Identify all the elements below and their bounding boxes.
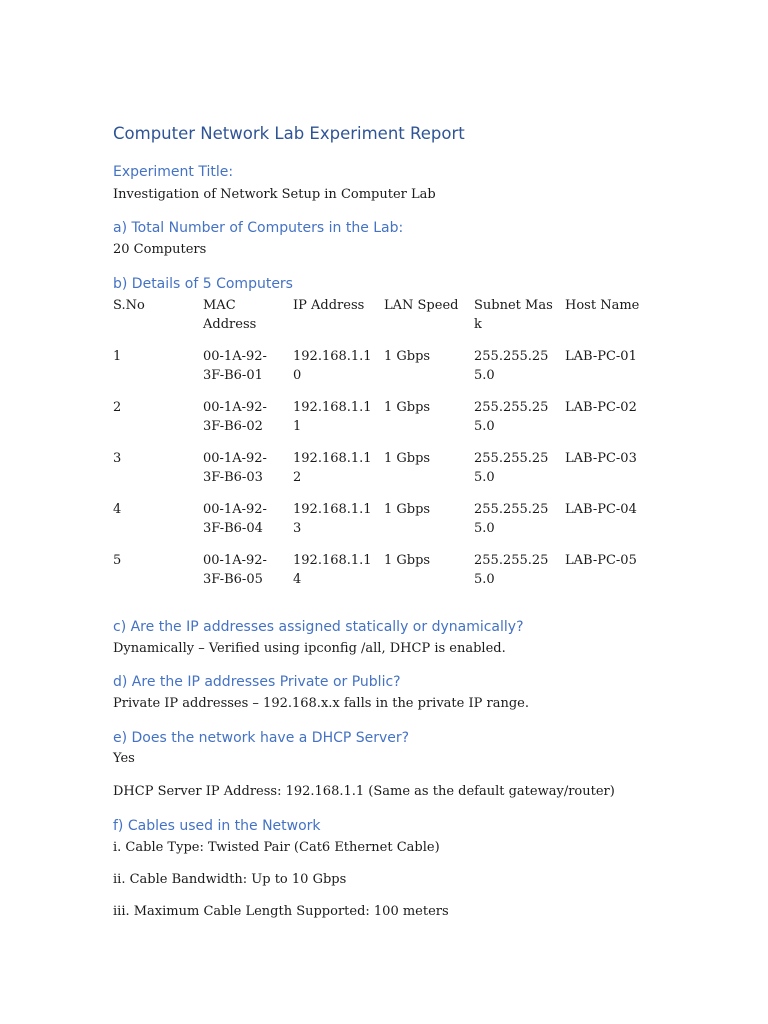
table-cell: 1 <box>113 349 122 364</box>
section-e-text-yes: Yes <box>113 751 135 766</box>
table-cell: 1 Gbps <box>384 553 431 568</box>
table-cell: 192.168.1.11 <box>293 400 372 434</box>
cable-type-item: i. Cable Type: Twisted Pair (Cat6 Ethernet Cable) <box>113 840 440 855</box>
table-cell: 5 <box>113 553 122 568</box>
table-cell: 192.168.1.12 <box>293 451 372 485</box>
table-cell: 1 Gbps <box>384 451 431 466</box>
experiment-title-heading: Experiment Title: <box>113 164 234 180</box>
computers-table <box>113 296 653 602</box>
table-cell: 255.255.255.0 <box>474 553 549 587</box>
table-cell: 255.255.255.0 <box>474 400 549 434</box>
section-b-heading: b) Details of 5 Computers <box>113 276 293 292</box>
table-cell: 00-1A-92-3F-B6-04 <box>203 502 267 536</box>
table-cell: LAB-PC-01 <box>565 349 637 364</box>
table-cell: LAB-PC-03 <box>565 451 637 466</box>
table-cell: 192.168.1.13 <box>293 502 372 536</box>
section-c-text: Dynamically – Verified using ipconfig /all, DHCP is enabled. <box>113 641 506 656</box>
table-header-cell: S.No <box>113 298 145 313</box>
table-header-cell: IP Address <box>293 298 365 313</box>
table-row <box>113 449 653 500</box>
table-cell: 192.168.1.10 <box>293 349 372 383</box>
section-e-dhcp-server-text: DHCP Server IP Address: 192.168.1.1 (Same as the default gateway/router) <box>113 784 615 799</box>
table-row <box>113 500 653 551</box>
table-cell: LAB-PC-04 <box>565 502 637 517</box>
table-cell: 1 Gbps <box>384 349 431 364</box>
table-cell: 00-1A-92-3F-B6-03 <box>203 451 267 485</box>
table-cell: 1 Gbps <box>384 400 431 415</box>
table-cell: 255.255.255.0 <box>474 451 549 485</box>
table-row <box>113 398 653 449</box>
table-header-cell: MAC Address <box>203 298 257 332</box>
section-d-heading: d) Are the IP addresses Private or Public? <box>113 674 401 690</box>
table-cell: 00-1A-92-3F-B6-05 <box>203 553 267 587</box>
table-cell: 3 <box>113 451 122 466</box>
section-e-heading: e) Does the network have a DHCP Server? <box>113 730 410 746</box>
table-cell: 255.255.255.0 <box>474 349 549 383</box>
document-title: Computer Network Lab Experiment Report <box>113 124 465 143</box>
experiment-title-text: Investigation of Network Setup in Computer Lab <box>113 187 436 202</box>
table-cell: 4 <box>113 502 122 517</box>
table-cell: 255.255.255.0 <box>474 502 549 536</box>
table-header-cell: LAN Speed <box>384 298 459 313</box>
table-header-row <box>113 296 653 347</box>
section-d-text: Private IP addresses – 192.168.x.x falls in the private IP range. <box>113 696 529 711</box>
table-cell: 00-1A-92-3F-B6-01 <box>203 349 267 383</box>
table-cell: 192.168.1.14 <box>293 553 372 587</box>
cable-bandwidth-item: ii. Cable Bandwidth: Up to 10 Gbps <box>113 872 347 887</box>
table-cell: 2 <box>113 400 122 415</box>
table-row <box>113 347 653 398</box>
cable-length-item: iii. Maximum Cable Length Supported: 100 meters <box>113 904 449 919</box>
section-c-heading: c) Are the IP addresses assigned statically or dynamically? <box>113 619 524 635</box>
section-f-heading: f) Cables used in the Network <box>113 818 321 834</box>
table-row <box>113 551 653 602</box>
table-header-cell: Subnet Mask <box>474 298 553 332</box>
table-cell: 1 Gbps <box>384 502 431 517</box>
table-cell: LAB-PC-02 <box>565 400 637 415</box>
section-a-heading: a) Total Number of Computers in the Lab: <box>113 220 404 236</box>
section-a-text: 20 Computers <box>113 242 207 257</box>
table-cell: 00-1A-92-3F-B6-02 <box>203 400 267 434</box>
table-cell: LAB-PC-05 <box>565 553 637 568</box>
table-header-cell: Host Name <box>565 298 640 313</box>
